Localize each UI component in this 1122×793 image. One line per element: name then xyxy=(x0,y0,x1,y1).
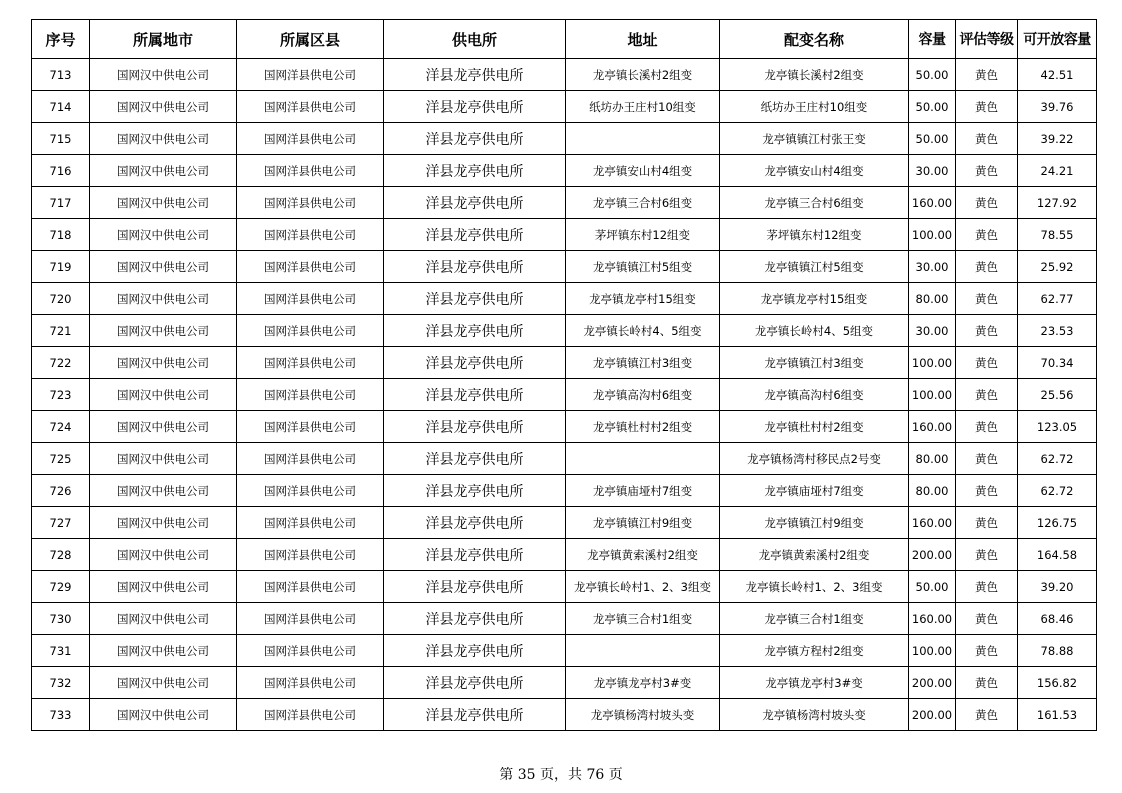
table-row xyxy=(32,155,1097,187)
cell-city: 国网汉中供电公司 xyxy=(90,635,237,667)
cell-available-capacity: 126.75 xyxy=(1018,507,1097,539)
cell-address: 龙亭镇镇江村5组变 xyxy=(566,251,720,283)
cell-county: 国网洋县供电公司 xyxy=(237,571,384,603)
cell-capacity: 200.00 xyxy=(909,539,956,571)
cell-available-capacity: 39.76 xyxy=(1018,91,1097,123)
cell-rating: 黄色 xyxy=(956,667,1018,699)
table-row xyxy=(32,667,1097,699)
cell-station: 洋县龙亭供电所 xyxy=(384,571,566,603)
cell-county: 国网洋县供电公司 xyxy=(237,347,384,379)
cell-capacity: 50.00 xyxy=(909,571,956,603)
cell-transformer-name: 龙亭镇长岭村4、5组变 xyxy=(720,315,909,347)
cell-index: 722 xyxy=(32,347,90,379)
header-available-capacity: 可开放容量 xyxy=(1018,20,1097,59)
table-row xyxy=(32,251,1097,283)
cell-city: 国网汉中供电公司 xyxy=(90,571,237,603)
table-row xyxy=(32,315,1097,347)
page-number-footer: 第 35 页，共 76 页 xyxy=(499,767,623,783)
cell-index: 730 xyxy=(32,603,90,635)
cell-capacity: 160.00 xyxy=(909,603,956,635)
cell-transformer-name: 龙亭镇黄索溪村2组变 xyxy=(720,539,909,571)
table-row xyxy=(32,571,1097,603)
table-row xyxy=(32,475,1097,507)
cell-county: 国网洋县供电公司 xyxy=(237,315,384,347)
cell-county: 国网洋县供电公司 xyxy=(237,699,384,731)
cell-rating: 黄色 xyxy=(956,571,1018,603)
cell-rating: 黄色 xyxy=(956,187,1018,219)
cell-station: 洋县龙亭供电所 xyxy=(384,475,566,507)
header-capacity: 容量 xyxy=(909,20,956,59)
cell-county: 国网洋县供电公司 xyxy=(237,155,384,187)
cell-city: 国网汉中供电公司 xyxy=(90,91,237,123)
cell-station: 洋县龙亭供电所 xyxy=(384,507,566,539)
cell-index: 733 xyxy=(32,699,90,731)
cell-county: 国网洋县供电公司 xyxy=(237,443,384,475)
cell-capacity: 50.00 xyxy=(909,123,956,155)
cell-rating: 黄色 xyxy=(956,59,1018,91)
cell-county: 国网洋县供电公司 xyxy=(237,635,384,667)
cell-capacity: 100.00 xyxy=(909,219,956,251)
cell-station: 洋县龙亭供电所 xyxy=(384,251,566,283)
cell-capacity: 80.00 xyxy=(909,475,956,507)
cell-index: 717 xyxy=(32,187,90,219)
header-index: 序号 xyxy=(32,20,90,59)
cell-available-capacity: 25.56 xyxy=(1018,379,1097,411)
cell-available-capacity: 78.55 xyxy=(1018,219,1097,251)
header-rating: 评估等级 xyxy=(956,20,1018,59)
table-row xyxy=(32,379,1097,411)
table-row xyxy=(32,603,1097,635)
cell-index: 714 xyxy=(32,91,90,123)
cell-county: 国网洋县供电公司 xyxy=(237,507,384,539)
table-row xyxy=(32,539,1097,571)
table-row xyxy=(32,411,1097,443)
cell-station: 洋县龙亭供电所 xyxy=(384,59,566,91)
cell-available-capacity: 68.46 xyxy=(1018,603,1097,635)
table-row xyxy=(32,635,1097,667)
cell-transformer-name: 龙亭镇镇江村3组变 xyxy=(720,347,909,379)
cell-index: 727 xyxy=(32,507,90,539)
cell-station: 洋县龙亭供电所 xyxy=(384,315,566,347)
cell-address xyxy=(566,123,720,155)
cell-capacity: 30.00 xyxy=(909,251,956,283)
cell-county: 国网洋县供电公司 xyxy=(237,187,384,219)
cell-address xyxy=(566,443,720,475)
cell-index: 721 xyxy=(32,315,90,347)
cell-transformer-name: 龙亭镇杜村村2组变 xyxy=(720,411,909,443)
header-address: 地址 xyxy=(566,20,720,59)
cell-transformer-name: 龙亭镇三合村6组变 xyxy=(720,187,909,219)
cell-available-capacity: 23.53 xyxy=(1018,315,1097,347)
cell-city: 国网汉中供电公司 xyxy=(90,443,237,475)
cell-rating: 黄色 xyxy=(956,315,1018,347)
cell-available-capacity: 62.72 xyxy=(1018,475,1097,507)
cell-station: 洋县龙亭供电所 xyxy=(384,379,566,411)
cell-capacity: 100.00 xyxy=(909,379,956,411)
cell-address: 纸坊办王庄村10组变 xyxy=(566,91,720,123)
cell-station: 洋县龙亭供电所 xyxy=(384,667,566,699)
cell-transformer-name: 纸坊办王庄村10组变 xyxy=(720,91,909,123)
cell-city: 国网汉中供电公司 xyxy=(90,187,237,219)
cell-address: 龙亭镇镇江村3组变 xyxy=(566,347,720,379)
cell-address: 龙亭镇镇江村9组变 xyxy=(566,507,720,539)
cell-rating: 黄色 xyxy=(956,699,1018,731)
cell-transformer-name: 龙亭镇三合村1组变 xyxy=(720,603,909,635)
cell-available-capacity: 156.82 xyxy=(1018,667,1097,699)
cell-city: 国网汉中供电公司 xyxy=(90,123,237,155)
cell-county: 国网洋县供电公司 xyxy=(237,59,384,91)
cell-available-capacity: 127.92 xyxy=(1018,187,1097,219)
cell-city: 国网汉中供电公司 xyxy=(90,283,237,315)
cell-transformer-name: 龙亭镇安山村4组变 xyxy=(720,155,909,187)
cell-transformer-name: 龙亭镇杨湾村移民点2号变 xyxy=(720,443,909,475)
cell-address: 龙亭镇杨湾村坡头变 xyxy=(566,699,720,731)
cell-city: 国网汉中供电公司 xyxy=(90,155,237,187)
cell-available-capacity: 24.21 xyxy=(1018,155,1097,187)
cell-station: 洋县龙亭供电所 xyxy=(384,187,566,219)
cell-capacity: 160.00 xyxy=(909,411,956,443)
table-row xyxy=(32,507,1097,539)
cell-rating: 黄色 xyxy=(956,539,1018,571)
header-station: 供电所 xyxy=(384,20,566,59)
cell-county: 国网洋县供电公司 xyxy=(237,539,384,571)
cell-county: 国网洋县供电公司 xyxy=(237,379,384,411)
cell-station: 洋县龙亭供电所 xyxy=(384,219,566,251)
cell-city: 国网汉中供电公司 xyxy=(90,411,237,443)
cell-capacity: 160.00 xyxy=(909,187,956,219)
cell-city: 国网汉中供电公司 xyxy=(90,251,237,283)
cell-index: 715 xyxy=(32,123,90,155)
cell-transformer-name: 龙亭镇龙亭村15组变 xyxy=(720,283,909,315)
cell-rating: 黄色 xyxy=(956,603,1018,635)
cell-transformer-name: 龙亭镇镇江村5组变 xyxy=(720,251,909,283)
header-transformer-name: 配变名称 xyxy=(720,20,909,59)
header-city: 所属地市 xyxy=(90,20,237,59)
cell-county: 国网洋县供电公司 xyxy=(237,603,384,635)
cell-index: 724 xyxy=(32,411,90,443)
cell-available-capacity: 78.88 xyxy=(1018,635,1097,667)
cell-capacity: 30.00 xyxy=(909,315,956,347)
cell-county: 国网洋县供电公司 xyxy=(237,667,384,699)
cell-address: 龙亭镇杜村村2组变 xyxy=(566,411,720,443)
cell-capacity: 80.00 xyxy=(909,283,956,315)
cell-station: 洋县龙亭供电所 xyxy=(384,123,566,155)
cell-transformer-name: 龙亭镇镇江村9组变 xyxy=(720,507,909,539)
cell-transformer-name: 龙亭镇长溪村2组变 xyxy=(720,59,909,91)
cell-capacity: 200.00 xyxy=(909,699,956,731)
cell-address: 龙亭镇长岭村1、2、3组变 xyxy=(566,571,720,603)
cell-index: 719 xyxy=(32,251,90,283)
cell-address: 龙亭镇安山村4组变 xyxy=(566,155,720,187)
cell-available-capacity: 164.58 xyxy=(1018,539,1097,571)
cell-rating: 黄色 xyxy=(956,91,1018,123)
cell-address: 龙亭镇高沟村6组变 xyxy=(566,379,720,411)
cell-address: 龙亭镇三合村6组变 xyxy=(566,187,720,219)
header-county: 所属区县 xyxy=(237,20,384,59)
cell-city: 国网汉中供电公司 xyxy=(90,507,237,539)
cell-rating: 黄色 xyxy=(956,411,1018,443)
cell-address: 茅坪镇东村12组变 xyxy=(566,219,720,251)
cell-available-capacity: 25.92 xyxy=(1018,251,1097,283)
cell-capacity: 50.00 xyxy=(909,59,956,91)
cell-city: 国网汉中供电公司 xyxy=(90,539,237,571)
table-row xyxy=(32,91,1097,123)
cell-capacity: 100.00 xyxy=(909,635,956,667)
cell-capacity: 100.00 xyxy=(909,347,956,379)
cell-transformer-name: 龙亭镇方程村2组变 xyxy=(720,635,909,667)
cell-station: 洋县龙亭供电所 xyxy=(384,283,566,315)
cell-station: 洋县龙亭供电所 xyxy=(384,699,566,731)
cell-address xyxy=(566,635,720,667)
cell-transformer-name: 龙亭镇龙亭村3#变 xyxy=(720,667,909,699)
cell-county: 国网洋县供电公司 xyxy=(237,91,384,123)
cell-county: 国网洋县供电公司 xyxy=(237,123,384,155)
table-row xyxy=(32,123,1097,155)
cell-index: 716 xyxy=(32,155,90,187)
cell-index: 720 xyxy=(32,283,90,315)
table-row xyxy=(32,187,1097,219)
cell-county: 国网洋县供电公司 xyxy=(237,411,384,443)
cell-capacity: 30.00 xyxy=(909,155,956,187)
cell-address: 龙亭镇龙亭村15组变 xyxy=(566,283,720,315)
cell-address: 龙亭镇长溪村2组变 xyxy=(566,59,720,91)
cell-rating: 黄色 xyxy=(956,347,1018,379)
cell-city: 国网汉中供电公司 xyxy=(90,475,237,507)
cell-rating: 黄色 xyxy=(956,251,1018,283)
cell-address: 龙亭镇庙垭村7组变 xyxy=(566,475,720,507)
cell-city: 国网汉中供电公司 xyxy=(90,59,237,91)
cell-city: 国网汉中供电公司 xyxy=(90,667,237,699)
table-row xyxy=(32,699,1097,731)
cell-rating: 黄色 xyxy=(956,219,1018,251)
cell-station: 洋县龙亭供电所 xyxy=(384,411,566,443)
cell-county: 国网洋县供电公司 xyxy=(237,219,384,251)
cell-city: 国网汉中供电公司 xyxy=(90,219,237,251)
cell-rating: 黄色 xyxy=(956,379,1018,411)
cell-index: 732 xyxy=(32,667,90,699)
cell-address: 龙亭镇长岭村4、5组变 xyxy=(566,315,720,347)
cell-address: 龙亭镇三合村1组变 xyxy=(566,603,720,635)
cell-available-capacity: 123.05 xyxy=(1018,411,1097,443)
cell-rating: 黄色 xyxy=(956,475,1018,507)
cell-available-capacity: 62.77 xyxy=(1018,283,1097,315)
cell-available-capacity: 62.72 xyxy=(1018,443,1097,475)
cell-transformer-name: 龙亭镇镇江村张王变 xyxy=(720,123,909,155)
cell-index: 728 xyxy=(32,539,90,571)
table-row xyxy=(32,283,1097,315)
cell-index: 718 xyxy=(32,219,90,251)
transformer-capacity-table xyxy=(31,19,1097,731)
cell-index: 729 xyxy=(32,571,90,603)
table-header-row xyxy=(32,20,1097,59)
cell-available-capacity: 39.22 xyxy=(1018,123,1097,155)
cell-city: 国网汉中供电公司 xyxy=(90,315,237,347)
cell-transformer-name: 龙亭镇高沟村6组变 xyxy=(720,379,909,411)
cell-rating: 黄色 xyxy=(956,635,1018,667)
cell-available-capacity: 42.51 xyxy=(1018,59,1097,91)
cell-city: 国网汉中供电公司 xyxy=(90,699,237,731)
cell-transformer-name: 龙亭镇杨湾村坡头变 xyxy=(720,699,909,731)
table-row xyxy=(32,59,1097,91)
cell-station: 洋县龙亭供电所 xyxy=(384,443,566,475)
cell-county: 国网洋县供电公司 xyxy=(237,251,384,283)
cell-transformer-name: 龙亭镇长岭村1、2、3组变 xyxy=(720,571,909,603)
cell-station: 洋县龙亭供电所 xyxy=(384,155,566,187)
cell-rating: 黄色 xyxy=(956,123,1018,155)
cell-transformer-name: 龙亭镇庙垭村7组变 xyxy=(720,475,909,507)
cell-station: 洋县龙亭供电所 xyxy=(384,635,566,667)
table-body xyxy=(32,59,1097,731)
cell-available-capacity: 161.53 xyxy=(1018,699,1097,731)
cell-station: 洋县龙亭供电所 xyxy=(384,91,566,123)
cell-available-capacity: 70.34 xyxy=(1018,347,1097,379)
cell-capacity: 50.00 xyxy=(909,91,956,123)
cell-rating: 黄色 xyxy=(956,283,1018,315)
cell-index: 726 xyxy=(32,475,90,507)
cell-city: 国网汉中供电公司 xyxy=(90,347,237,379)
cell-index: 713 xyxy=(32,59,90,91)
cell-rating: 黄色 xyxy=(956,443,1018,475)
cell-address: 龙亭镇黄索溪村2组变 xyxy=(566,539,720,571)
table-row xyxy=(32,347,1097,379)
cell-capacity: 160.00 xyxy=(909,507,956,539)
cell-station: 洋县龙亭供电所 xyxy=(384,603,566,635)
cell-station: 洋县龙亭供电所 xyxy=(384,347,566,379)
cell-rating: 黄色 xyxy=(956,155,1018,187)
cell-city: 国网汉中供电公司 xyxy=(90,603,237,635)
cell-county: 国网洋县供电公司 xyxy=(237,283,384,315)
cell-index: 731 xyxy=(32,635,90,667)
cell-city: 国网汉中供电公司 xyxy=(90,379,237,411)
cell-capacity: 200.00 xyxy=(909,667,956,699)
cell-transformer-name: 茅坪镇东村12组变 xyxy=(720,219,909,251)
table-row xyxy=(32,443,1097,475)
cell-county: 国网洋县供电公司 xyxy=(237,475,384,507)
cell-rating: 黄色 xyxy=(956,507,1018,539)
cell-index: 725 xyxy=(32,443,90,475)
cell-available-capacity: 39.20 xyxy=(1018,571,1097,603)
table-row xyxy=(32,219,1097,251)
cell-capacity: 80.00 xyxy=(909,443,956,475)
cell-address: 龙亭镇龙亭村3#变 xyxy=(566,667,720,699)
cell-station: 洋县龙亭供电所 xyxy=(384,539,566,571)
cell-index: 723 xyxy=(32,379,90,411)
